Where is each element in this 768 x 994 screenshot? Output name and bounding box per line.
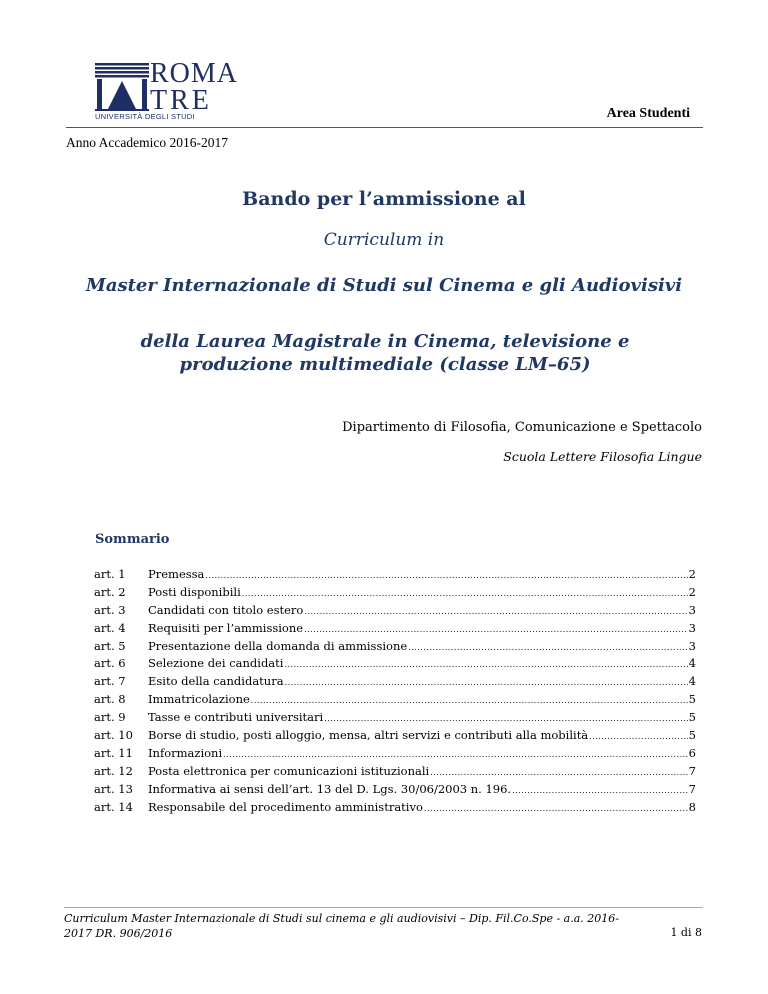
toc-entry[interactable] (94, 674, 696, 692)
toc-entry-number: art. 3 (94, 602, 126, 617)
logo-text-roma: ROMA (150, 58, 239, 89)
table-of-contents (94, 567, 696, 817)
toc-entry[interactable] (94, 710, 696, 728)
toc-entry-page: 4 (688, 674, 696, 689)
academic-year: Anno Accademico 2016-2017 (66, 135, 228, 150)
toc-entry-title: Requisiti per l’ammissione (148, 620, 304, 635)
toc-entry-title: Premessa (148, 567, 205, 581)
page-number: 1 di 8 (670, 926, 702, 939)
toc-entry-title: Esito della candidatura (148, 674, 284, 689)
toc-entry[interactable] (94, 567, 696, 585)
toc-entry-number: art. 14 (94, 799, 133, 814)
toc-entry[interactable] (94, 764, 696, 782)
toc-entry-title: Immatricolazione (148, 692, 250, 707)
toc-entry[interactable] (94, 639, 696, 657)
toc-entry-page: 2 (688, 584, 696, 599)
school: Scuola Lettere Filosofia Lingue (503, 449, 702, 464)
toc-leader-dots (251, 696, 688, 705)
toc-entry-page: 3 (688, 638, 696, 653)
toc-entry-title: Posta elettronica per comunicazioni istituzionali (148, 763, 430, 778)
toc-entry-number: art. 4 (94, 620, 126, 635)
toc-entry-number: art. 7 (94, 674, 126, 689)
toc-entry[interactable] (94, 800, 696, 818)
toc-entry-page: 2 (688, 567, 696, 581)
toc-entry-title: Informazioni (148, 745, 223, 760)
toc-entry-title: Responsabile del procedimento amministrativo (148, 799, 423, 814)
toc-entry[interactable] (94, 656, 696, 674)
toc-entry-page: 6 (688, 745, 696, 760)
toc-entry-page: 5 (688, 692, 696, 707)
toc-entry-title: Selezione dei candidati (148, 656, 284, 671)
toc-entry[interactable] (94, 692, 696, 710)
toc-entry[interactable] (94, 728, 696, 746)
toc-entry-number: art. 10 (94, 728, 133, 743)
toc-entry-number: art. 12 (94, 763, 133, 778)
toc-entry-page: 5 (688, 710, 696, 725)
toc-entry[interactable] (94, 746, 696, 764)
department: Dipartimento di Filosofia, Comunicazione e Spettacolo (342, 420, 702, 435)
toc-entry-title: Borse di studio, posti alloggio, mensa, altri servizi e contributi alla mobilità (148, 728, 589, 743)
toc-entry[interactable] (94, 782, 696, 800)
toc-entry-number: art. 5 (94, 638, 126, 653)
toc-leader-dots (304, 607, 687, 616)
toc-entry-number: art. 9 (94, 710, 126, 725)
toc-leader-dots (324, 714, 687, 723)
title-line-3: Master Internazionale di Studi sul Cinema e gli Audiovisivi (85, 275, 683, 296)
toc-leader-dots (589, 732, 688, 741)
toc-entry[interactable] (94, 621, 696, 639)
title-line-2: Curriculum in (323, 230, 445, 250)
area-label: Area Studenti (606, 106, 690, 121)
toc-leader-dots (512, 786, 688, 795)
toc-leader-dots (285, 678, 688, 687)
toc-entry-number: art. 13 (94, 781, 133, 796)
toc-entry-title: Posti disponibili (148, 584, 241, 599)
toc-leader-dots (284, 660, 687, 669)
toc-entry-page: 4 (688, 656, 696, 671)
toc-entry-page: 3 (688, 602, 696, 617)
toc-heading: Sommario (95, 532, 170, 547)
toc-leader-dots (408, 643, 687, 652)
toc-leader-dots (304, 625, 688, 634)
toc-entry-number: art. 2 (94, 584, 126, 599)
toc-leader-dots (242, 589, 688, 598)
toc-entry[interactable] (94, 603, 696, 621)
toc-entry-title: Candidati con titolo estero (148, 602, 304, 617)
footer-divider (64, 907, 703, 908)
toc-entry-number: art. 11 (94, 745, 133, 760)
toc-leader-dots (223, 750, 688, 759)
toc-entry-page: 5 (688, 728, 696, 743)
header-divider (66, 127, 703, 128)
toc-entry-title: Presentazione della domanda di ammissione (148, 638, 408, 653)
toc-leader-dots (430, 768, 687, 777)
footer-text: Curriculum Master Internazionale di Studi sul cinema e gli audiovisivi – Dip. Fil.Co.Spe - a.a. 2016-2017 DR. 906/2016 (64, 912, 620, 940)
toc-entry-page: 7 (688, 763, 696, 778)
toc-entry-title: Tasse e contributi universitari (148, 710, 324, 725)
university-logo (95, 58, 239, 121)
toc-entry-number: art. 1 (94, 567, 126, 581)
toc-leader-dots (205, 571, 687, 580)
toc-entry-page: 3 (688, 620, 696, 635)
toc-entry-number: art. 6 (94, 656, 126, 671)
toc-entry-page: 8 (688, 799, 696, 814)
logo-subtitle: UNIVERSITÀ DEGLI STUDI (95, 112, 195, 121)
title-line-1: Bando per l’ammissione al (242, 188, 526, 210)
toc-entry[interactable] (94, 585, 696, 603)
title-line-4: della Laurea Magistrale in Cinema, televisione e produzione multimediale (classe LM–65) (140, 331, 630, 375)
toc-leader-dots (424, 804, 688, 813)
logo-text-tre: TRE (150, 85, 212, 116)
toc-entry-title: Informativa ai sensi dell’art. 13 del D. Lgs. 30/06/2003 n. 196. (148, 781, 512, 796)
toc-entry-page: 7 (688, 781, 696, 796)
toc-entry-number: art. 8 (94, 692, 126, 707)
